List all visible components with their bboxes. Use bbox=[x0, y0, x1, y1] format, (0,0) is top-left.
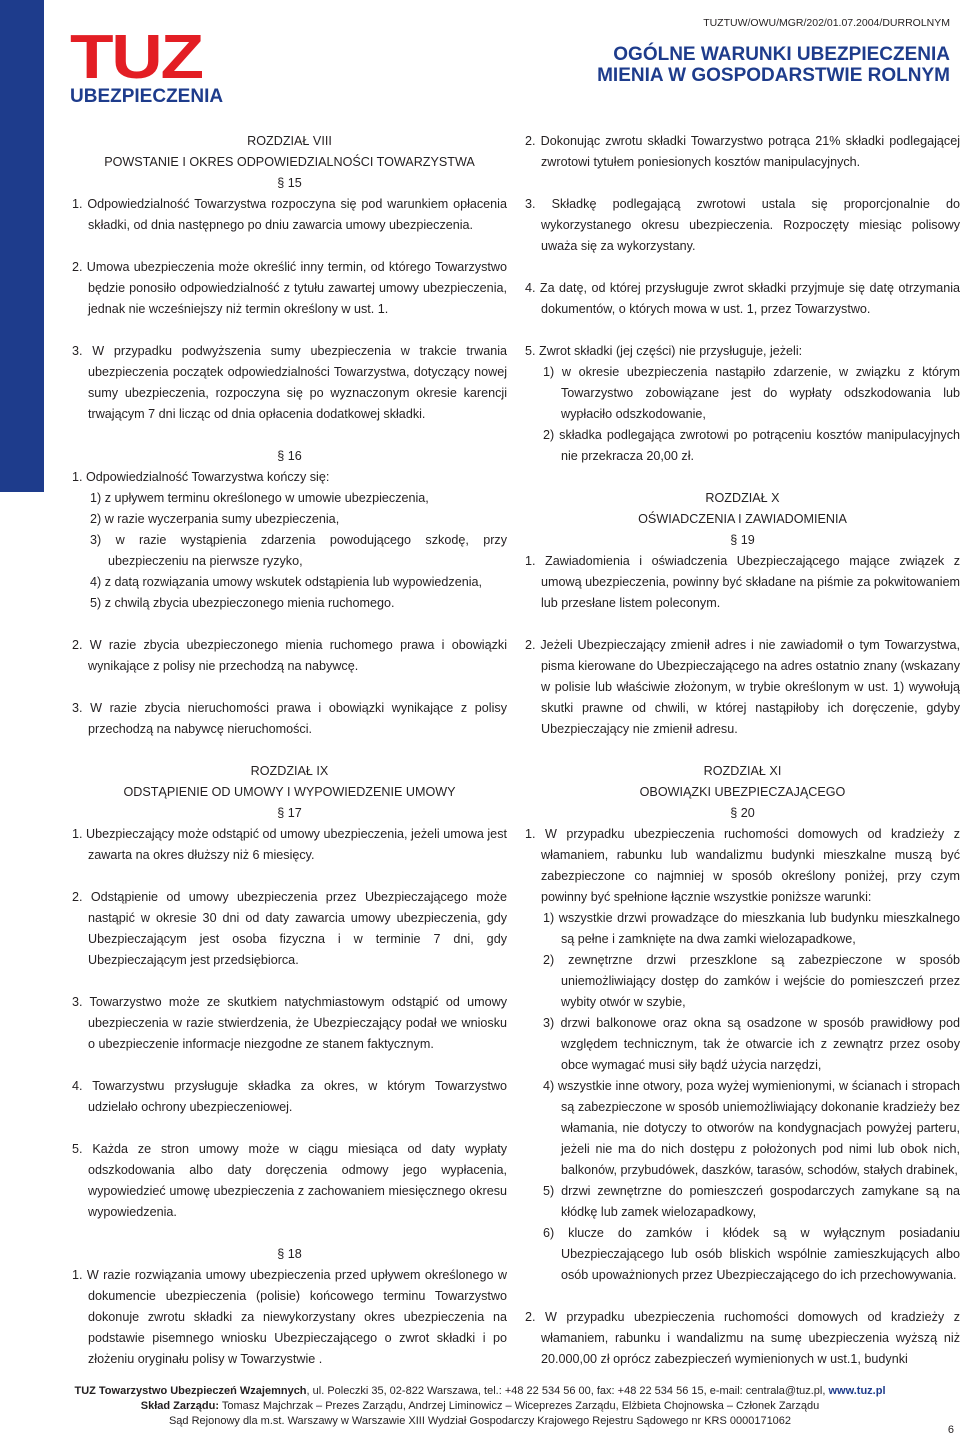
section-number: § 20 bbox=[730, 806, 755, 820]
list-item: 5) drzwi zewnętrzne do pomieszczeń gospodarczych zamykane są na kłódkę lub zamek wielozapadkowy, bbox=[543, 1184, 960, 1219]
section-number: § 17 bbox=[277, 806, 302, 820]
chapter-subtitle: ODSTĄPIENIE OD UMOWY I WYPOWIEDZENIE UMOWY bbox=[123, 785, 456, 799]
document-title bbox=[597, 44, 950, 86]
footer-board-members: Tomasz Majchrzak – Prezes Zarządu, Andrzej Liminowicz – Wiceprezes Zarządu, Elżbieta Chojnowska – Członek Zarządu bbox=[219, 1400, 820, 1412]
footer-address: , ul. Poleczki 35, 02-822 Warszawa, tel.: +48 22 534 56 00, fax: +48 22 534 56 15, e-mail: centrala@tuz.pl, bbox=[306, 1385, 829, 1397]
list-item: 3) w razie wystąpienia zdarzenia powodującego szkodę, przy ubezpieczeniu na pierwsze ryzyko, bbox=[90, 533, 507, 568]
paragraph: 3. Składkę podlegającą zwrotowi ustala się proporcjonalnie do wykorzystanego okresu ubezpieczenia. Rozpoczęty miesiąc polisowy uważa się za wykorzystany. bbox=[525, 197, 960, 253]
document-title-line2: MIENIA W GOSPODARSTWIE ROLNYM bbox=[597, 65, 950, 86]
chapter-heading: ROZDZIAŁ IX bbox=[250, 764, 329, 778]
paragraph: 3. W razie zbycia nieruchomości prawa i obowiązki wynikające z polisy przechodzą na nabywcę nieruchomości. bbox=[72, 701, 507, 736]
list-item: 4) wszystkie inne otwory, poza wyżej wymienionymi, w ścianach i stropach są zabezpieczone w sposób uniemożliwiający dokonanie kradzieży bez włamania, nie dotyczy to otworów na kondygnacjach powyżej parteru, jeżeli nie ma do nich dostępu z położonych pod nimi lub obok nich, balkonów, przybudówek, daszków, tarasów, schodów, stałych drabinek, bbox=[543, 1079, 960, 1177]
left-column bbox=[72, 131, 507, 1370]
footer-court-line: Sąd Rejonowy dla m.st. Warszawy w Warszawie XIII Wydział Gospodarczy Krajowego Rejestru Sądowego nr KRS 0000171062 bbox=[168, 1415, 792, 1427]
paragraph: 2. Jeżeli Ubezpieczający zmienił adres i nie zawiadomił o tym Towarzystwa, pisma kierowane do Ubezpieczającego na adres ostatnio znany (wskazany w polisie lub właściwie złożonym, w trybie określonym w ust. 1) wywołują skutki prawne od chwili, w której nastąpiłoby ich doręczenie, gdyby Ubezpieczający nie zmienił adresu. bbox=[525, 638, 960, 736]
chapter-heading: ROZDZIAŁ XI bbox=[703, 764, 782, 778]
paragraph: 1. W przypadku ubezpieczenia ruchomości domowych od kradzieży z włamaniem, rabunku lub wandalizmu budynki mieszkalne muszą być zabezpieczone co najmniej w sposób określony poniżej, przy czym powinny być spełnione łącznie wszystkie poniższe warunki: bbox=[525, 827, 960, 904]
list-item: 1) wszystkie drzwi prowadzące do mieszkania lub budynku mieszkalnego są pełne i zamknięte na dwa zamki wielozapadkowe, bbox=[543, 911, 960, 946]
paragraph: 1. W razie rozwiązania umowy ubezpieczenia przed upływem określonego w dokumencie ubezpieczenia (polisie) końcowego terminu Towarzystwo dokonuje zwrotu składki za niewykorzystany okres ubezpieczenia na podstawie pisemnego wniosku Ubezpieczającego o zwrot składki i po złożeniu oryginału polisy w Towarzystwie . bbox=[72, 1268, 507, 1366]
list-item: 3) drzwi balkonowe oraz okna są osadzone w sposób prawidłowy pod względem technicznym, tak że otwarcie ich z zewnątrz przez osoby obce wymagać musi siły bądź użycia narzędzi, bbox=[543, 1016, 960, 1072]
list-item: 4) z datą rozwiązania umowy wskutek odstąpienia lub wypowiedzenia, bbox=[90, 575, 483, 589]
tuz-logo bbox=[70, 23, 230, 108]
logo-main-text: TUZ bbox=[70, 23, 202, 92]
footer-board-label: Skład Zarządu: bbox=[140, 1400, 220, 1412]
paragraph: 3. Towarzystwo może ze skutkiem natychmiastowym odstąpić od umowy ubezpieczenia w razie stwierdzenia, że Ubezpieczający podał we wniosku o ubezpieczenie informacje niezgodne ze stanem faktycznym. bbox=[72, 995, 507, 1051]
paragraph: 1. Zawiadomienia i oświadczenia Ubezpieczającego mające związek z umową ubezpieczenia, powinny być składane na piśmie za pokwitowaniem lub przesłane listem poleconym. bbox=[525, 554, 960, 610]
footer-website-link[interactable]: www.tuz.pl bbox=[828, 1385, 886, 1397]
logo-sub-text: UBEZPIECZENIA bbox=[70, 86, 224, 107]
page-footer bbox=[0, 1384, 960, 1429]
right-column bbox=[525, 131, 960, 1370]
paragraph: 1. Odpowiedzialność Towarzystwa rozpoczyna się pod warunkiem opłacenia składki, od dnia następnego po dniu zawarcia umowy ubezpieczenia. bbox=[72, 197, 507, 232]
paragraph: 4. Za datę, od której przysługuje zwrot składki przyjmuje się datę otrzymania dokumentów, o których mowa w ust. 1, przez Towarzystwo. bbox=[525, 281, 960, 316]
footer-company-line bbox=[0, 1384, 960, 1399]
chapter-heading: ROZDZIAŁ X bbox=[705, 491, 780, 505]
footer-company-name: TUZ Towarzystwo Ubezpieczeń Wzajemnych bbox=[74, 1385, 307, 1397]
chapter-subtitle: OŚWIADCZENIA I ZAWIADOMIENIA bbox=[638, 512, 847, 526]
chapter-heading: ROZDZIAŁ VIII bbox=[247, 134, 332, 148]
paragraph: 1. Ubezpieczający może odstąpić od umowy ubezpieczenia, jeżeli umowa jest zawarta na okres dłuższy niż 6 miesięcy. bbox=[72, 827, 507, 862]
paragraph: 5. Zwrot składki (jej części) nie przysługuje, jeżeli: bbox=[525, 344, 803, 358]
list-item: 1) w okresie ubezpieczenia nastąpiło zdarzenie, w związku z którym Towarzystwo zobowiązane jest do wypłaty odszkodowania lub wypłaciło odszkodowanie, bbox=[543, 365, 960, 421]
list-item: 2) w razie wyczerpania sumy ubezpieczenia, bbox=[90, 512, 340, 526]
paragraph: 2. W razie zbycia ubezpieczonego mienia ruchomego prawa i obowiązki wynikające z polisy nie przechodzą na nabywcę. bbox=[72, 638, 507, 673]
section-number: § 15 bbox=[277, 176, 302, 190]
paragraph: 4. Towarzystwu przysługuje składka za okres, w którym Towarzystwo udzielało ochrony ubezpieczeniowej. bbox=[72, 1079, 507, 1114]
document-code: TUZTUW/OWU/MGR/202/01.07.2004/DURROLNYM bbox=[703, 17, 950, 29]
paragraph: 1. Odpowiedzialność Towarzystwa kończy się: bbox=[72, 470, 330, 484]
list-item: 2) zewnętrzne drzwi przeszklone są zabezpieczone w sposób uniemożliwiający dostęp do zamków i wejście do pomieszczeń przez wybity otwór w szybie, bbox=[543, 953, 960, 1009]
paragraph: 5. Każda ze stron umowy może w ciągu miesiąca od daty wypłaty odszkodowania albo daty doręczenia odmowy jego wypłacenia, wypowiedzieć umowę ubezpieczenia z zachowaniem miesięcznego okresu wypowiedzenia. bbox=[72, 1142, 507, 1219]
section-number: § 16 bbox=[277, 449, 302, 463]
paragraph: 2. Dokonując zwrotu składki Towarzystwo potrąca 21% składki podlegającej zwrotowi tytułem poniesionych kosztów manipulacyjnych. bbox=[525, 134, 960, 169]
paragraph: 2. Umowa ubezpieczenia może określić inny termin, od którego Towarzystwo będzie ponosiło odpowiedzialność z tytułu zawartej umowy ubezpieczenia, jednak nie wcześniejszy niż termin określony w ust. 1. bbox=[72, 260, 507, 316]
page-number: 6 bbox=[947, 1424, 954, 1436]
list-item: 6) klucze do zamków i kłódek są w wyłącznym posiadaniu Ubezpieczającego lub osób bliskich wspólnie zamieszkujących albo osób upoważnionych przez Ubezpieczającego do ich przechowywania. bbox=[543, 1226, 960, 1282]
paragraph: 2. Odstąpienie od umowy ubezpieczenia przez Ubezpieczającego może nastąpić w okresie 30 dni od daty zawarcia umowy ubezpieczenia, gdy Ubezpieczającym jest osoba fizyczna i w terminie 7 dni, gdy Ubezpieczającym jest przedsiębiorca. bbox=[72, 890, 507, 967]
chapter-subtitle: POWSTANIE I OKRES ODPOWIEDZIALNOŚCI TOWARZYSTWA bbox=[104, 155, 475, 169]
list-item: 1) z upływem terminu określonego w umowie ubezpieczenia, bbox=[90, 491, 429, 505]
paragraph: 2. W przypadku ubezpieczenia ruchomości domowych od kradzieży z włamaniem, rabunku i wandalizmu na sumę ubezpieczenia wyższą niż 20.000,00 zł oprócz zabezpieczeń wymienionych w ust.1, budynki bbox=[525, 1310, 960, 1366]
section-number: § 18 bbox=[277, 1247, 302, 1261]
list-item: 2) składka podlegająca zwrotowi po potrąceniu kosztów manipulacyjnych nie przekracza 20,00 zł. bbox=[543, 428, 960, 463]
side-accent-bar bbox=[0, 0, 44, 492]
list-item: 5) z chwilą zbycia ubezpieczonego mienia ruchomego. bbox=[90, 596, 395, 610]
section-number: § 19 bbox=[730, 533, 755, 547]
document-title-line1: OGÓLNE WARUNKI UBEZPIECZENIA bbox=[613, 44, 950, 65]
paragraph: 3. W przypadku podwyższenia sumy ubezpieczenia w trakcie trwania ubezpieczenia początek odpowiedzialności Towarzystwa, dotyczący nowej sumy ubezpieczenia, rozpoczyna się po wyznaczonym okresie karencji trwającym 7 dni licząc od dnia opłacenia dodatkowej składki. bbox=[72, 344, 507, 421]
footer-board-line bbox=[0, 1399, 960, 1414]
chapter-subtitle: OBOWIĄZKI UBEZPIECZAJĄCEGO bbox=[639, 785, 846, 799]
